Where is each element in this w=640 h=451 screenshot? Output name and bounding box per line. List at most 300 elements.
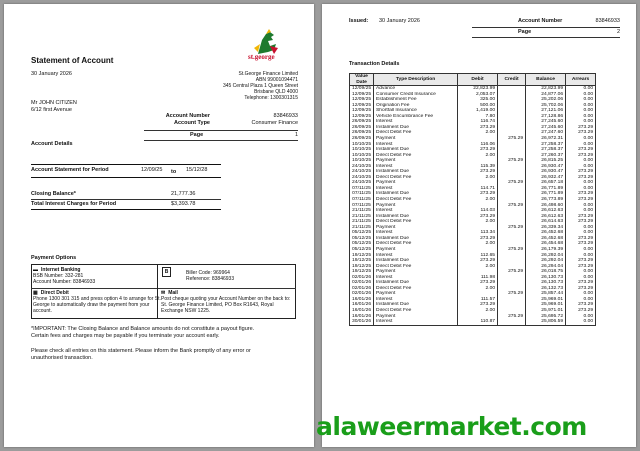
cell-arrears: 273.29 <box>566 214 596 220</box>
cell-debit: 112.65 <box>458 253 498 259</box>
cell-debit: 273.29 <box>458 125 498 131</box>
cell-debit: 116.06 <box>458 142 498 148</box>
cell-value-date: 16/01/26 <box>350 308 374 314</box>
cell-arrears: 0.00 <box>566 208 596 214</box>
divider <box>144 140 298 141</box>
cell-debit: 111.98 <box>458 275 498 281</box>
cell-description: Interest <box>374 319 458 325</box>
divider <box>31 177 221 178</box>
cell-balance: 27,121.06 <box>526 108 566 114</box>
cell-description: Direct Debit Fee <box>374 175 458 181</box>
cell-value-date: 07/11/25 <box>350 203 374 209</box>
cell-description: Instalment Due <box>374 214 458 220</box>
cell-balance: 26,771.89 <box>526 191 566 197</box>
brand-wordmark: st.george <box>248 53 275 61</box>
cell-debit: 2.00 <box>458 286 498 292</box>
bank-address-line: St.George Finance Limited <box>238 71 298 77</box>
cell-balance: 26,292.04 <box>526 258 566 264</box>
cell-credit: 275.29 <box>498 269 526 275</box>
cell-arrears: 0.00 <box>566 186 596 192</box>
cell-arrears: 0.00 <box>566 158 596 164</box>
cell-debit: 2.00 <box>458 153 498 159</box>
divider <box>31 199 221 200</box>
cell-arrears: 0.00 <box>566 119 596 125</box>
cell-value-date: 05/12/25 <box>350 241 374 247</box>
cell-arrears: 0.00 <box>566 225 596 231</box>
cell-description: Direct Debit Fee <box>374 308 458 314</box>
cell-value-date: 19/12/25 <box>350 269 374 275</box>
cell-balance: 26,771.89 <box>526 186 566 192</box>
check-entries-notice <box>31 348 251 361</box>
column-header-value-date: Value Date <box>350 74 374 86</box>
cell-value-date: 16/01/26 <box>350 297 374 303</box>
period-from: 12/09/25 <box>141 167 163 173</box>
total-interest-label: Total Interest Charges for Period <box>31 201 117 207</box>
direct-debit-title: Direct Debit <box>40 290 69 296</box>
bank-address-line: Brisbane QLD 4000 <box>254 89 298 95</box>
cell-balance: 26,130.73 <box>526 275 566 281</box>
cell-description: Instalment Due <box>374 147 458 153</box>
cell-balance: 24,877.06 <box>526 92 566 98</box>
cell-value-date: 16/01/26 <box>350 302 374 308</box>
issued-date: 30 January 2026 <box>379 18 420 24</box>
account-number-value: 83846933 <box>273 113 298 119</box>
cell-value-date: 12/09/25 <box>350 103 374 109</box>
cell-description: Consumer Credit Insurance <box>374 92 458 98</box>
cell-credit: 275.29 <box>498 314 526 320</box>
cell-arrears: 0.00 <box>566 164 596 170</box>
cell-description: Vehicle Encumbrance Fee <box>374 114 458 120</box>
customer-address <box>31 100 77 113</box>
cell-balance: 25,857.44 <box>526 291 566 297</box>
direct-debit-option <box>33 290 161 314</box>
cell-value-date: 07/11/25 <box>350 197 374 203</box>
cell-value-date: 24/10/25 <box>350 169 374 175</box>
cell-value-date: 19/12/25 <box>350 264 374 270</box>
cell-arrears: 0.00 <box>566 291 596 297</box>
cell-value-date: 10/10/25 <box>350 158 374 164</box>
cell-description: Interest <box>374 230 458 236</box>
cell-description: Payment <box>374 180 458 186</box>
bank-address-line: 345 Central Plaza 1 Queen Street <box>222 83 298 89</box>
cell-debit: 2,053.07 <box>458 92 498 98</box>
bpay-reference: Reference: 83846933 <box>186 276 235 282</box>
cell-balance: 27,258.37 <box>526 147 566 153</box>
cell-arrears: 0.00 <box>566 103 596 109</box>
cell-value-date: 12/09/25 <box>350 86 374 92</box>
mail-option <box>161 290 290 314</box>
cell-arrears: 273.29 <box>566 147 596 153</box>
cell-arrears: 273.29 <box>566 308 596 314</box>
direct-debit-line: Phone 1300 301 315 and press option 4 to arrange for St. <box>33 296 161 302</box>
cell-description: Direct Debit Fee <box>374 130 458 136</box>
cell-value-date: 10/10/25 <box>350 147 374 153</box>
cell-value-date: 10/10/25 <box>350 153 374 159</box>
cell-arrears: 0.00 <box>566 86 596 92</box>
cell-value-date: 10/10/25 <box>350 142 374 148</box>
cell-debit: 116.74 <box>458 119 498 125</box>
cell-debit: 111.57 <box>458 297 498 303</box>
account-number-value: 83846933 <box>595 18 620 24</box>
column-header-description: Type Description <box>374 74 458 86</box>
bank-address-line: Telephone: 1300301315 <box>244 95 298 101</box>
cell-value-date: 26/09/25 <box>350 130 374 136</box>
cell-description: Payment <box>374 314 458 320</box>
cell-value-date: 07/11/25 <box>350 186 374 192</box>
cell-value-date: 24/10/25 <box>350 164 374 170</box>
payment-options-heading: Payment Options <box>31 255 77 261</box>
cell-credit: 275.29 <box>498 158 526 164</box>
cell-arrears: 273.29 <box>566 130 596 136</box>
cell-debit: 2.00 <box>458 264 498 270</box>
cell-balance: 25,702.06 <box>526 103 566 109</box>
cell-balance: 26,454.68 <box>526 241 566 247</box>
cell-debit: 115.39 <box>458 164 498 170</box>
cell-description: Instalment Due <box>374 280 458 286</box>
account-type-label: Account Type <box>174 120 210 126</box>
cell-arrears: 273.29 <box>566 169 596 175</box>
cell-balance: 26,294.04 <box>526 264 566 270</box>
cell-arrears: 273.29 <box>566 241 596 247</box>
mail-line: St. George Finance Limited, PO Box R1643, Royal <box>161 302 274 308</box>
cell-balance: 26,815.25 <box>526 158 566 164</box>
cell-balance: 26,292.04 <box>526 253 566 259</box>
cell-value-date: 21/11/25 <box>350 214 374 220</box>
cell-description: Advance <box>374 86 458 92</box>
cell-balance: 26,773.89 <box>526 197 566 203</box>
computer-icon: ▬ <box>33 267 38 273</box>
cell-balance: 26,614.63 <box>526 219 566 225</box>
cell-arrears: 0.00 <box>566 253 596 259</box>
cell-balance: 26,657.18 <box>526 180 566 186</box>
cell-description: Interest <box>374 142 458 148</box>
cell-balance: 26,930.47 <box>526 164 566 170</box>
cell-arrears: 0.00 <box>566 297 596 303</box>
cell-arrears: 273.29 <box>566 219 596 225</box>
cell-balance: 26,930.47 <box>526 169 566 175</box>
cell-description: Direct Debit Fee <box>374 264 458 270</box>
cell-credit: 275.29 <box>498 203 526 209</box>
cell-arrears: 273.29 <box>566 286 596 292</box>
cell-balance: 26,179.39 <box>526 247 566 253</box>
cell-credit: 275.29 <box>498 225 526 231</box>
cell-credit: 275.29 <box>498 291 526 297</box>
cell-debit: 325.00 <box>458 97 498 103</box>
cell-debit: 273.29 <box>458 169 498 175</box>
cell-arrears: 0.00 <box>566 97 596 103</box>
table-header-row <box>350 74 596 86</box>
statement-page-1 <box>4 4 314 447</box>
cell-balance: 25,806.59 <box>526 319 566 325</box>
cell-arrears: 0.00 <box>566 92 596 98</box>
cell-value-date: 02/01/26 <box>350 280 374 286</box>
column-header-debit: Debit <box>458 74 498 86</box>
important-notice <box>31 326 254 339</box>
cell-debit: 2.00 <box>458 219 498 225</box>
cell-arrears: 273.29 <box>566 197 596 203</box>
cell-arrears: 0.00 <box>566 269 596 275</box>
cell-value-date: 19/12/25 <box>350 253 374 259</box>
cell-debit: 1,419.00 <box>458 108 498 114</box>
page-number: 1 <box>294 132 298 138</box>
cell-arrears: 0.00 <box>566 319 596 325</box>
cell-balance: 27,245.60 <box>526 119 566 125</box>
divider <box>144 130 298 131</box>
cell-debit: 114.71 <box>458 186 498 192</box>
cell-arrears: 273.29 <box>566 153 596 159</box>
cell-description: Interest <box>374 297 458 303</box>
cell-debit: 110.87 <box>458 319 498 325</box>
cell-arrears: 273.29 <box>566 125 596 131</box>
cell-value-date: 12/09/25 <box>350 108 374 114</box>
cell-description: Payment <box>374 203 458 209</box>
bank-icon: ▦ <box>33 290 38 296</box>
cell-balance: 26,132.73 <box>526 286 566 292</box>
bank-address <box>223 71 298 101</box>
cell-value-date: 12/09/25 <box>350 97 374 103</box>
cell-debit: 2.00 <box>458 197 498 203</box>
cell-debit: 2.00 <box>458 175 498 181</box>
cell-arrears: 0.00 <box>566 180 596 186</box>
direct-debit-line: George to automatically draw the payment from your <box>33 302 150 308</box>
cell-debit: 273.29 <box>458 236 498 242</box>
cell-value-date: 21/11/25 <box>350 225 374 231</box>
cell-balance: 26,932.47 <box>526 175 566 181</box>
cell-arrears: 0.00 <box>566 247 596 253</box>
cell-value-date: 02/01/26 <box>350 275 374 281</box>
cell-arrears: 0.00 <box>566 142 596 148</box>
divider <box>31 288 296 289</box>
cell-description: Payment <box>374 269 458 275</box>
cell-debit: 273.29 <box>458 147 498 153</box>
cell-value-date: 26/09/25 <box>350 136 374 142</box>
column-header-balance: Balance <box>526 74 566 86</box>
cell-value-date: 16/01/26 <box>350 314 374 320</box>
cell-balance: 27,260.37 <box>526 153 566 159</box>
bank-address-line: ABN 99001094471 <box>255 77 298 83</box>
cell-balance: 25,969.01 <box>526 302 566 308</box>
cell-description: Payment <box>374 136 458 142</box>
column-header-arrears: Arrears <box>566 74 596 86</box>
ib-account-number: Account Number: 83846933 <box>33 279 96 285</box>
cell-arrears: 0.00 <box>566 136 596 142</box>
mail-line: Post cheque quoting your Account Number on the back to: <box>161 296 291 302</box>
cell-arrears: 273.29 <box>566 280 596 286</box>
cell-arrears: 273.29 <box>566 175 596 181</box>
cell-value-date: 02/01/26 <box>350 291 374 297</box>
cell-description: Establishment Fee <box>374 97 458 103</box>
cell-description: Interest <box>374 119 458 125</box>
cell-value-date: 19/12/25 <box>350 258 374 264</box>
cell-credit: 275.29 <box>498 180 526 186</box>
mail-line: Exchange NSW 1225. <box>161 308 211 314</box>
account-type-value: Consumer Finance <box>251 120 298 126</box>
cell-balance: 27,128.86 <box>526 114 566 120</box>
cell-debit: 2.00 <box>458 130 498 136</box>
divider <box>472 27 620 28</box>
cell-description: Payment <box>374 158 458 164</box>
internet-banking-title: Internet Banking <box>41 267 81 273</box>
cell-arrears: 0.00 <box>566 275 596 281</box>
cell-arrears: 273.29 <box>566 258 596 264</box>
cell-description: Direct Debit Fee <box>374 197 458 203</box>
cell-value-date: 26/09/25 <box>350 125 374 131</box>
cell-description: Instalment Due <box>374 258 458 264</box>
cell-description: Interest <box>374 208 458 214</box>
cell-value-date: 30/01/26 <box>350 319 374 325</box>
cell-arrears: 0.00 <box>566 203 596 209</box>
divider <box>31 209 221 210</box>
envelope-icon: ✉ <box>161 290 166 296</box>
cell-balance: 26,612.63 <box>526 208 566 214</box>
divider <box>31 164 221 165</box>
cell-balance: 26,972.31 <box>526 136 566 142</box>
cell-arrears: 273.29 <box>566 302 596 308</box>
important-line: *IMPORTANT: The Closing Balance and Balance amounts do not constitute a payout figure. <box>31 326 255 332</box>
cell-value-date: 24/10/25 <box>350 180 374 186</box>
cell-value-date: 05/12/25 <box>350 247 374 253</box>
mail-title: Mail <box>168 290 178 296</box>
watermark-text: alaweermarket.com <box>316 412 587 441</box>
cell-balance: 26,452.68 <box>526 230 566 236</box>
cell-debit: 273.29 <box>458 214 498 220</box>
bpay-option <box>186 270 234 282</box>
cell-debit: 500.00 <box>458 103 498 109</box>
cell-description: Payment <box>374 225 458 231</box>
cell-balance: 25,969.01 <box>526 297 566 303</box>
cell-credit <box>498 319 526 325</box>
cell-debit: 273.29 <box>458 191 498 197</box>
cell-arrears: 0.00 <box>566 314 596 320</box>
cell-debit: 273.29 <box>458 258 498 264</box>
check-line: Please check all entries on this statement. Please inform the Bank promptly of any error or <box>31 348 251 354</box>
biller-code: Biller Code: 969964 <box>186 270 230 276</box>
page-number: 2 <box>616 29 620 35</box>
cell-value-date: 26/09/25 <box>350 119 374 125</box>
cell-description: Direct Debit Fee <box>374 219 458 225</box>
cell-balance: 26,452.68 <box>526 236 566 242</box>
cell-description: Instalment Due <box>374 191 458 197</box>
cell-description: Interest <box>374 186 458 192</box>
cell-description: Shortfall Insurance <box>374 108 458 114</box>
period-to: 15/12/28 <box>186 167 208 173</box>
page-label: Page <box>190 132 204 138</box>
cell-credit: 275.29 <box>498 136 526 142</box>
cell-description: Origination Fee <box>374 103 458 109</box>
account-number-label: Account Number <box>165 113 210 119</box>
cell-debit: 273.29 <box>458 280 498 286</box>
account-details-heading: Account Details <box>31 141 73 147</box>
table-row <box>350 319 596 325</box>
cell-balance: 26,018.75 <box>526 269 566 275</box>
cell-balance: 25,202.06 <box>526 97 566 103</box>
cell-balance: 25,695.72 <box>526 314 566 320</box>
internet-banking-option <box>33 267 95 285</box>
column-header-credit: Credit <box>498 74 526 86</box>
issued-label: Issued: <box>349 18 369 24</box>
cell-debit: 113.34 <box>458 230 498 236</box>
cell-debit: 114.03 <box>458 208 498 214</box>
cell-balance: 27,245.60 <box>526 125 566 131</box>
table-row <box>350 86 596 92</box>
cell-arrears: 273.29 <box>566 191 596 197</box>
cell-arrears: 0.00 <box>566 114 596 120</box>
cell-description: Instalment Due <box>374 125 458 131</box>
cell-description: Direct Debit Fee <box>374 241 458 247</box>
important-line: Certain fees and charges may be payable if you terminate your account early. <box>31 332 220 339</box>
direct-debit-line: account. <box>33 308 52 314</box>
cell-debit: 2.00 <box>458 308 498 314</box>
cell-description: Direct Debit Fee <box>374 153 458 159</box>
page-label: Page <box>518 29 532 35</box>
customer-name: Mr JOHN CITIZEN <box>31 100 77 106</box>
cell-value-date: 05/12/25 <box>350 236 374 242</box>
cell-value-date: 07/11/25 <box>350 191 374 197</box>
cell-balance: 27,247.60 <box>526 130 566 136</box>
cell-value-date: 21/11/25 <box>350 219 374 225</box>
cell-value-date: 02/01/26 <box>350 286 374 292</box>
cell-description: Payment <box>374 291 458 297</box>
check-line: unauthorised transaction. <box>31 354 93 361</box>
statement-page-2 <box>322 4 636 447</box>
closing-balance-label: Closing Balance* <box>31 191 76 197</box>
statement-title: Statement of Account <box>31 56 114 65</box>
customer-street: 6/12 first Avenue <box>31 106 72 113</box>
cell-balance: 22,823.99 <box>526 86 566 92</box>
cell-balance: 26,612.63 <box>526 214 566 220</box>
cell-value-date: 24/10/25 <box>350 175 374 181</box>
cell-description: Interest <box>374 275 458 281</box>
cell-description: Instalment Due <box>374 169 458 175</box>
cell-arrears: 273.29 <box>566 264 596 270</box>
divider <box>472 37 620 38</box>
cell-balance: 26,339.34 <box>526 225 566 231</box>
cell-balance: 25,971.01 <box>526 308 566 314</box>
bpay-icon: B <box>162 267 171 277</box>
cell-arrears: 0.00 <box>566 230 596 236</box>
cell-debit: 2.00 <box>458 241 498 247</box>
cell-arrears: 273.29 <box>566 236 596 242</box>
cell-value-date: 05/12/25 <box>350 230 374 236</box>
closing-balance-value: 21,777.36 <box>171 191 196 197</box>
cell-arrears: 0.00 <box>566 108 596 114</box>
cell-debit: 22,823.99 <box>458 86 498 92</box>
transaction-details-heading: Transaction Details <box>349 61 400 67</box>
cell-value-date: 12/09/25 <box>350 114 374 120</box>
cell-debit: 7.80 <box>458 114 498 120</box>
statement-period-label: Account Statement for Period <box>31 167 109 173</box>
cell-value-date: 21/11/25 <box>350 208 374 214</box>
cell-description: Direct Debit Fee <box>374 286 458 292</box>
cell-value-date: 12/09/25 <box>350 92 374 98</box>
cell-description: Instalment Due <box>374 236 458 242</box>
cell-balance: 26,130.73 <box>526 280 566 286</box>
bsb-number: BSB Number: 332-281 <box>33 273 84 279</box>
cell-description: Payment <box>374 247 458 253</box>
cell-description: Interest <box>374 164 458 170</box>
cell-description: Instalment Due <box>374 302 458 308</box>
cell-balance: 27,258.37 <box>526 142 566 148</box>
cell-credit: 275.29 <box>498 247 526 253</box>
transaction-table <box>349 73 596 326</box>
period-to-label: to <box>171 169 177 175</box>
cell-description: Interest <box>374 253 458 259</box>
cell-debit: 273.29 <box>458 302 498 308</box>
statement-date: 30 January 2026 <box>31 71 72 77</box>
account-number-label: Account Number <box>518 18 563 24</box>
cell-balance: 26,498.60 <box>526 203 566 209</box>
total-interest-value: $3,393.78 <box>171 201 196 207</box>
